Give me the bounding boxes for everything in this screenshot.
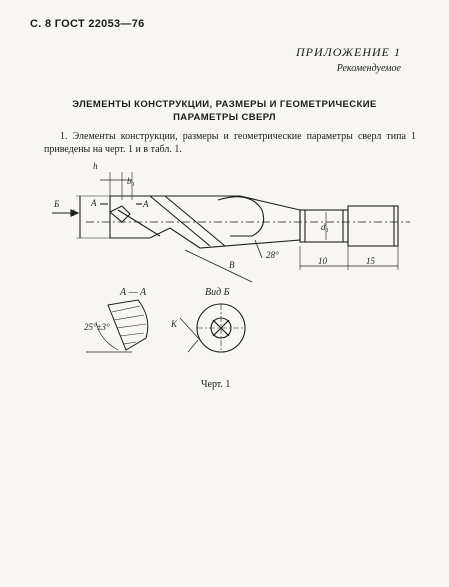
label-angle-25: 25°±3°: [84, 322, 110, 332]
label-angle-28: 28°: [266, 250, 279, 260]
dim-b-line: [185, 250, 252, 282]
appendix-status: Рекомендуемое: [336, 63, 401, 74]
label-b1: b₁: [127, 176, 135, 186]
section-aa-shape: [108, 300, 148, 350]
label-d: d: [70, 208, 75, 218]
label-k: К: [171, 319, 177, 329]
section-title-line-1: ЭЛЕМЕНТЫ КОНСТРУКЦИИ, РАЗМЕРЫ И ГЕОМЕТРИЧЕСКИЕ: [72, 99, 377, 110]
label-d1: d₁: [321, 222, 329, 232]
label-a-right: A: [143, 199, 149, 209]
label-dim-15: 15: [366, 256, 375, 266]
appendix-title: ПРИЛОЖЕНИЕ 1: [296, 45, 401, 59]
flute-line-3: [118, 210, 160, 236]
flute-line-2: [165, 196, 225, 246]
tip-cut: [110, 206, 130, 222]
page-header: С. 8 ГОСТ 22053—76: [30, 18, 145, 30]
shank-body: [348, 206, 398, 246]
label-dim-b: В: [229, 260, 235, 270]
body-paragraph: 1. Элементы конструкции, размеры и геометрические параметры сверл типа 1 приведены на черт. 1 и в табл. 1.: [44, 131, 416, 155]
label-view-arrow: Б: [54, 199, 60, 209]
flute-head: [218, 197, 264, 236]
flute-line-1: [150, 196, 210, 246]
label-view-b: Вид Б: [205, 287, 230, 298]
section-title-line-2: ПАРАМЕТРЫ СВЕРЛ: [173, 112, 276, 123]
label-section-aa: А — А: [120, 287, 147, 298]
label-a-left: A: [91, 198, 97, 208]
label-h: h: [93, 161, 98, 171]
figure-caption: Черт. 1: [201, 379, 231, 390]
label-dim-10: 10: [318, 256, 327, 266]
